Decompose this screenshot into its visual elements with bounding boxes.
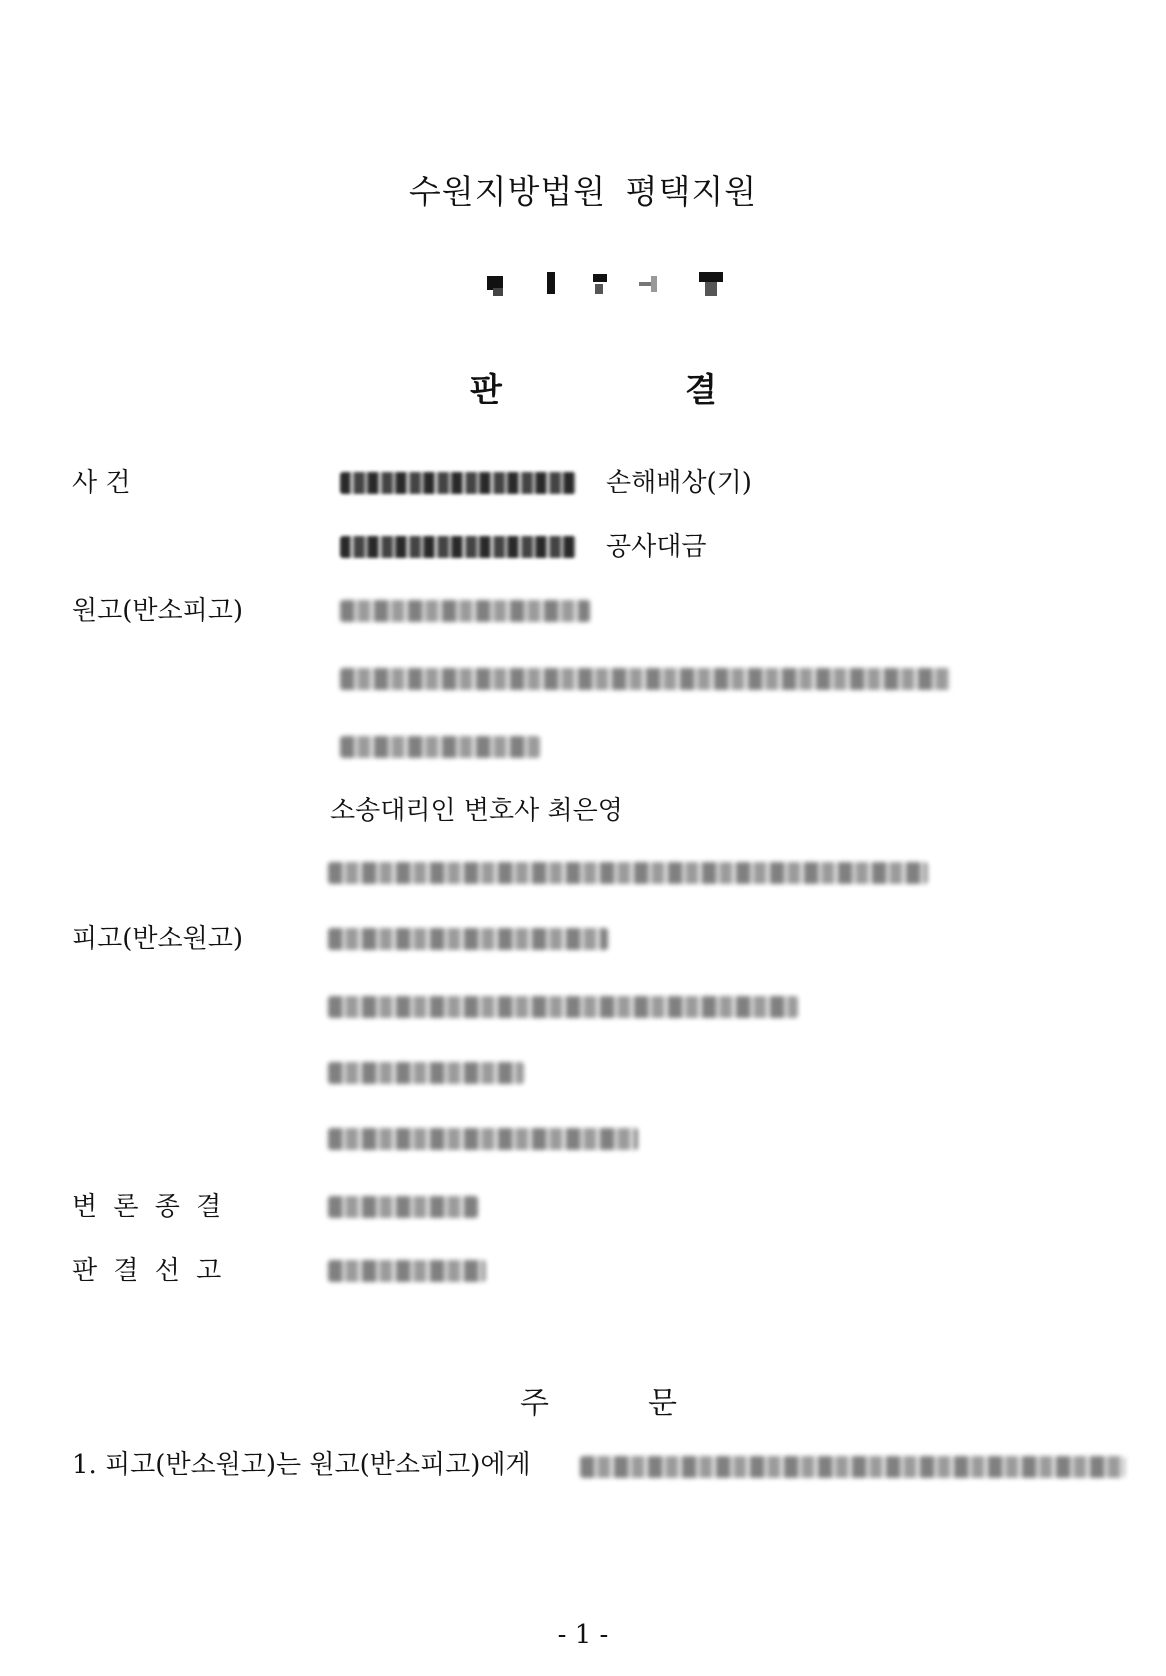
redacted-defendant-address (328, 996, 798, 1018)
redacted-defendant-representative (328, 1062, 524, 1084)
case-type-1: 손해배상(기) (606, 468, 752, 498)
redacted-plaintiff-name (340, 600, 590, 622)
redacted-plaintiff-address (340, 668, 950, 690)
closing-date-label: 변 론 종 결 (72, 1192, 226, 1222)
defendant-label: 피고(반소원고) (72, 924, 243, 954)
judgment-title-char-2: 결 (685, 370, 717, 409)
redacted-order-amount (580, 1456, 1125, 1478)
redacted-plaintiff-counsel-firm (328, 862, 928, 884)
redacted-defendant-name (328, 928, 608, 950)
judgment-title-char-1: 판 (470, 370, 502, 409)
order-title-char-1: 주 (520, 1386, 549, 1421)
plaintiff-label: 원고(반소피고) (72, 596, 243, 626)
decision-date-label: 판 결 선 고 (72, 1256, 226, 1286)
court-name: 수원지방법원 평택지원 (408, 172, 758, 211)
redacted-case-number-1 (340, 472, 576, 494)
redacted-defendant-counsel (328, 1128, 638, 1150)
redacted-case-number-2 (340, 536, 576, 558)
plaintiff-counsel: 소송대리인 변호사 최은영 (330, 796, 623, 826)
order-title-char-2: 문 (648, 1386, 677, 1421)
case-label: 사 건 (72, 468, 131, 498)
page-number: - 1 - (557, 1620, 609, 1650)
redacted-case-number (487, 272, 747, 304)
order-line-1: 1. 피고(반소원고)는 원고(반소피고)에게 (72, 1450, 531, 1480)
redacted-plaintiff-representative (340, 736, 540, 758)
redacted-closing-date (328, 1196, 478, 1218)
case-type-2: 공사대금 (606, 532, 707, 562)
redacted-decision-date (328, 1260, 486, 1282)
